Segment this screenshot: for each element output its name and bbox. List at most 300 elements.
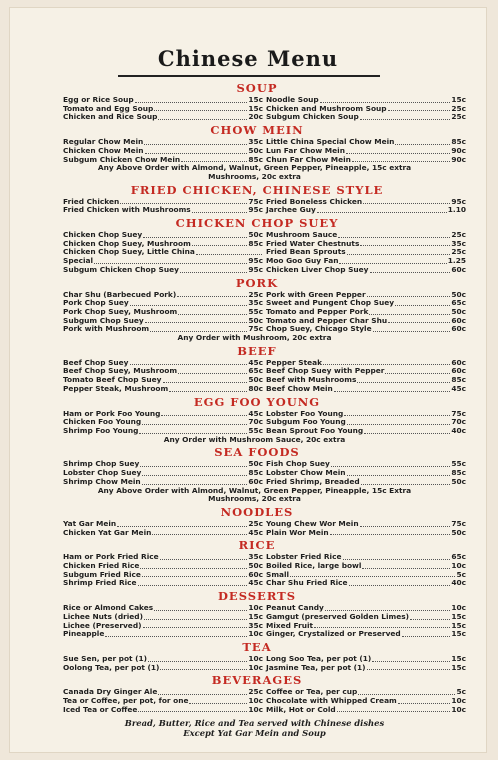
item-name: Fried Water Chestnuts <box>266 238 360 248</box>
dot-leader <box>181 156 247 163</box>
item-price: 10c <box>248 603 263 613</box>
dot-leader <box>144 613 247 620</box>
dot-leader <box>372 655 450 662</box>
item-price: 50c <box>248 459 263 469</box>
dot-leader <box>398 697 451 704</box>
item-name: Chun Far Chow Mein <box>266 154 351 164</box>
dot-leader <box>163 376 248 383</box>
menu-item <box>266 664 466 673</box>
dot-leader <box>346 147 450 154</box>
dot-leader <box>105 630 247 637</box>
item-price: 95c <box>248 205 263 215</box>
item-price: 60c <box>248 569 263 579</box>
menu-footer <box>63 718 486 738</box>
item-price: 80c <box>248 383 263 393</box>
item-price: 55c <box>248 306 263 316</box>
item-name: Subgum Fried Rice <box>63 569 141 579</box>
menu-column-left <box>63 553 263 588</box>
item-price: 75c <box>248 324 263 334</box>
item-price: 85c <box>248 468 263 478</box>
dot-leader <box>138 706 247 713</box>
item-price: 65c <box>248 366 263 376</box>
item-name: Beef Chop Suey <box>63 357 129 367</box>
menu-section <box>63 445 486 504</box>
dot-leader <box>143 231 247 238</box>
dot-leader <box>138 579 248 586</box>
dot-leader <box>370 266 451 273</box>
item-name: Tomato and Pepper Char Shu <box>266 315 388 325</box>
item-name: Pork Chop Suey, Mushroom <box>63 306 178 316</box>
item-price: 25c <box>248 518 263 528</box>
dot-leader <box>320 96 451 103</box>
dot-leader <box>352 156 450 163</box>
item-name: Shrimp Chop Suey <box>63 459 140 469</box>
item-name: Sweet and Pungent Chop Suey <box>266 298 395 308</box>
menu-column-left <box>63 520 263 537</box>
menu-section <box>63 276 486 343</box>
menu-column-left <box>63 460 263 486</box>
menu-item <box>63 706 263 715</box>
menu-column-right <box>266 520 466 537</box>
item-name: Tea or Coffee, per pot, for one <box>63 696 189 706</box>
menu-item <box>63 248 263 257</box>
item-name: Canada Dry Ginger Ale <box>63 687 158 697</box>
menu-column-right <box>266 96 466 122</box>
menu-column-right <box>266 291 466 335</box>
section-columns <box>63 604 486 639</box>
item-price: 5c <box>456 687 466 697</box>
menu-item <box>63 579 263 588</box>
section-columns <box>63 655 486 672</box>
dot-leader <box>367 291 451 298</box>
item-price: 15c <box>451 611 466 621</box>
dot-leader <box>145 147 248 154</box>
menu-section <box>63 395 486 445</box>
menu-content <box>10 80 486 738</box>
item-name: Chicken Yat Gar Mein <box>63 527 152 537</box>
item-price: 50c <box>248 375 263 385</box>
section-columns <box>63 553 486 588</box>
item-price: 55c <box>451 459 466 469</box>
section-heading: BEVERAGES <box>211 673 303 688</box>
item-price: 95c <box>451 196 466 206</box>
item-price: 85c <box>451 137 466 147</box>
section-columns <box>63 520 486 537</box>
dot-leader <box>360 113 451 120</box>
section-heading: EGG FOO YOUNG <box>193 394 321 409</box>
item-name: Pork Chop Suey <box>63 298 129 308</box>
item-name: Chicken Chop Suey, Little China <box>63 247 195 257</box>
dot-leader <box>139 427 247 434</box>
item-price: 60c <box>451 315 466 325</box>
menu-column-left <box>63 138 263 164</box>
dot-leader <box>338 231 450 238</box>
item-name: Beef Chow Mein <box>266 383 333 393</box>
section-heading: CHOW MEIN <box>210 123 304 138</box>
menu-item <box>266 562 466 571</box>
item-price: 5c <box>456 569 466 579</box>
footer-line-2: Except Yat Gar Mein and Soup <box>183 728 326 739</box>
item-name: Fried Chicken <box>63 196 120 206</box>
item-price: 25c <box>248 289 263 299</box>
dot-leader <box>142 571 247 578</box>
dot-leader <box>142 469 247 476</box>
dot-leader <box>130 359 248 366</box>
dot-leader <box>160 664 247 671</box>
item-name: Lun Far Chow Mein <box>266 145 345 155</box>
section-note: Mushrooms, 20c extra <box>208 494 301 504</box>
item-name: Gamgut (preserved Golden Limes) <box>266 611 410 621</box>
menu-item <box>266 206 466 215</box>
item-name: Jasmine Tea, per pot (1) <box>266 662 366 672</box>
menu-item <box>266 630 466 639</box>
dot-leader <box>143 622 248 629</box>
dot-leader <box>385 367 450 374</box>
item-price: 75c <box>451 518 466 528</box>
dot-leader <box>150 325 247 332</box>
item-name: Boiled Rice, large bowl <box>266 561 362 571</box>
section-heading: PORK <box>235 275 279 290</box>
item-name: Beef with Mushrooms <box>266 375 357 385</box>
item-name: Egg or Rice Soup <box>63 95 134 104</box>
item-name: Chicken Fried Rice <box>63 561 140 571</box>
item-name: Sue Sen, per pot (1) <box>63 653 148 663</box>
section-columns <box>63 688 486 714</box>
item-name: Bean Sprout Foo Young <box>266 425 364 435</box>
menu-column-right <box>266 655 466 672</box>
item-price: 60c <box>451 366 466 376</box>
dot-leader <box>117 520 247 527</box>
item-price: 15c <box>451 662 466 672</box>
dot-leader <box>130 299 248 306</box>
item-price: 15c <box>451 629 466 639</box>
item-price: 50c <box>451 527 466 537</box>
item-price: 10c <box>451 704 466 714</box>
dot-leader <box>120 198 247 205</box>
item-name: Peanut Candy <box>266 603 324 613</box>
dot-leader <box>148 655 247 662</box>
item-price: 60c <box>451 264 466 274</box>
item-price: 75c <box>451 408 466 418</box>
item-name: Milk, Hot or Cold <box>266 704 336 714</box>
dot-leader <box>161 410 247 417</box>
item-name: Mushroom Sauce <box>266 230 338 240</box>
section-note: Any Order with Mushroom Sauce, 20c extra <box>163 434 346 444</box>
dot-leader <box>395 138 450 145</box>
item-name: Shrimp Chow Mein <box>63 476 141 486</box>
menu-section <box>63 673 486 714</box>
dot-leader <box>331 460 450 467</box>
item-name: Subgum Chicken Soup <box>266 112 359 122</box>
item-name: Young Chew Wor Mein <box>266 518 359 528</box>
dot-leader <box>180 266 247 273</box>
item-name: Ham or Pork Fried Rice <box>63 552 159 562</box>
dot-leader <box>362 562 450 569</box>
item-name: Lobster Chop Suey <box>63 468 142 478</box>
item-name: Lichee Nuts (dried) <box>63 611 143 621</box>
item-price: 90c <box>451 154 466 164</box>
item-name: Plain Wor Mein <box>266 527 329 537</box>
section-heading: DESSERTS <box>217 589 297 604</box>
menu-column-right <box>266 604 466 639</box>
dot-leader <box>344 410 450 417</box>
dot-leader <box>330 529 451 536</box>
menu-item <box>266 385 466 394</box>
footer-line-1: Bread, Butter, Rice and Tea served with Chinese dishes <box>124 718 385 729</box>
item-price: 10c <box>248 653 263 663</box>
item-price: 50c <box>248 315 263 325</box>
item-price: 70c <box>451 417 466 427</box>
dot-leader <box>196 248 262 255</box>
dot-leader <box>369 308 450 315</box>
dot-leader <box>388 317 450 324</box>
dot-leader <box>192 206 248 213</box>
dot-leader <box>360 240 450 247</box>
dot-leader <box>317 206 447 213</box>
dot-leader <box>142 478 248 485</box>
item-name: Ginger, Crystalized or Preserved <box>266 629 401 639</box>
item-price: 50c <box>248 145 263 155</box>
item-name: Fried Bean Sprouts <box>266 247 346 257</box>
item-name: Subgum Chicken Chow Mein <box>63 154 181 164</box>
dot-leader <box>152 529 247 536</box>
dot-leader <box>154 105 247 112</box>
section-columns <box>63 198 486 215</box>
item-name: Tomato and Pepper Pork <box>266 306 369 316</box>
item-price: 45c <box>248 408 263 418</box>
menu-column-left <box>63 231 263 275</box>
dot-leader <box>373 325 451 332</box>
dot-leader <box>347 469 451 476</box>
item-price: 60c <box>248 476 263 486</box>
menu-section <box>63 183 486 215</box>
item-price: 50c <box>451 476 466 486</box>
item-name: Yat Gar Mein <box>63 518 117 528</box>
item-name: Chop Suey, Chicago Style <box>266 324 372 334</box>
menu-section <box>63 538 486 588</box>
item-name: Small <box>266 569 290 579</box>
item-name: Chicken Foo Young <box>63 417 142 427</box>
item-price: 85c <box>248 238 263 248</box>
menu-title: Chinese Menu <box>157 46 339 71</box>
item-price: 20c <box>248 112 263 122</box>
item-name: Noodle Soup <box>266 95 319 104</box>
dot-leader <box>325 604 451 611</box>
item-name: Oolong Tea, per pot (1) <box>63 662 160 672</box>
section-columns <box>63 231 486 275</box>
section-heading: RICE <box>238 538 276 553</box>
item-price: 15c <box>451 620 466 630</box>
dot-leader <box>410 613 450 620</box>
menu-column-left <box>63 604 263 639</box>
dot-leader <box>178 367 247 374</box>
item-name: Subgum Foo Young <box>266 417 346 427</box>
section-columns <box>63 460 486 486</box>
section-heading: SEA FOODS <box>214 445 300 460</box>
dot-leader <box>158 113 247 120</box>
menu-column-left <box>63 410 263 436</box>
item-name: Shrimp Fried Rice <box>63 578 137 588</box>
item-name: Chocolate with Whipped Cream <box>266 696 397 706</box>
item-price: 25c <box>451 230 466 240</box>
menu-item <box>63 385 263 394</box>
dot-leader <box>388 105 451 112</box>
item-name: Chicken Chop Suey, Mushroom <box>63 238 191 248</box>
item-price: 85c <box>451 375 466 385</box>
item-price: 1.10 <box>447 205 466 215</box>
item-price: 60c <box>451 357 466 367</box>
item-name: Lobster Fried Rice <box>266 552 342 562</box>
item-name: Pork with Green Pepper <box>266 289 366 299</box>
dot-leader <box>192 240 248 247</box>
dot-leader <box>358 688 455 695</box>
menu-column-right <box>266 410 466 436</box>
dot-leader <box>140 562 247 569</box>
item-price: 10c <box>248 696 263 706</box>
dot-leader <box>347 418 451 425</box>
item-price: 15c <box>451 95 466 104</box>
item-name: Mixed Fruit <box>266 620 314 630</box>
menu-section <box>63 123 486 182</box>
menu-item <box>266 266 466 275</box>
section-note: Any Above Order with Almond, Walnut, Green Pepper, Pineapple, 15c Extra <box>97 485 412 495</box>
item-name: Iced Tea or Coffee <box>63 704 138 714</box>
item-name: Lobster Chow Mein <box>266 468 346 478</box>
section-columns <box>63 291 486 335</box>
item-price: 90c <box>451 145 466 155</box>
menu-section <box>63 505 486 537</box>
menu-column-right <box>266 231 466 275</box>
menu-item <box>63 206 263 215</box>
dot-leader <box>347 248 451 255</box>
section-heading: FRIED CHICKEN, CHINESE STYLE <box>130 182 384 197</box>
dot-leader <box>145 317 248 324</box>
menu-column-right <box>266 359 466 394</box>
item-name: Chicken and Rice Soup <box>63 112 158 122</box>
item-price: 95c <box>248 256 263 266</box>
dot-leader <box>360 520 451 527</box>
dot-leader <box>177 291 247 298</box>
section-note: Mushrooms, 20c extra <box>208 171 301 181</box>
item-name: Chicken Chop Suey <box>63 230 143 240</box>
menu-sections <box>63 81 486 714</box>
item-price: 10c <box>451 561 466 571</box>
item-price: 45c <box>248 527 263 537</box>
menu-column-right <box>266 553 466 588</box>
dot-leader <box>154 604 247 611</box>
menu-column-left <box>63 198 263 215</box>
item-price: 15c <box>248 95 263 104</box>
item-price: 95c <box>248 264 263 274</box>
dot-leader <box>160 553 248 560</box>
menu-column-left <box>63 688 263 714</box>
item-name: Rice or Almond Cakes <box>63 603 154 613</box>
dot-leader <box>169 385 247 392</box>
item-price: 55c <box>248 425 263 435</box>
item-price: 15c <box>451 653 466 663</box>
item-name: Shrimp Foo Young <box>63 425 139 435</box>
item-price: 70c <box>248 417 263 427</box>
section-note: Any Order with Mushroom, 20c extra <box>177 333 332 343</box>
item-name: Long Soo Tea, per pot (1) <box>266 653 372 663</box>
section-columns <box>63 410 486 436</box>
section-heading: BEEF <box>237 343 277 358</box>
item-name: Fried Shrimp, Breaded <box>266 476 360 486</box>
menu-section <box>63 640 486 672</box>
title-underline <box>118 75 380 77</box>
dot-leader <box>363 198 450 205</box>
item-price: 15c <box>248 103 263 113</box>
item-price: 85c <box>451 468 466 478</box>
dot-leader <box>337 706 451 713</box>
section-heading: CHICKEN CHOP SUEY <box>175 216 339 231</box>
section-heading: SOUP <box>236 81 278 95</box>
menu-column-right <box>266 688 466 714</box>
menu-item <box>63 113 263 122</box>
dot-leader <box>189 697 247 704</box>
dot-leader <box>94 257 247 264</box>
item-price: 10c <box>248 704 263 714</box>
dot-leader <box>339 257 446 264</box>
menu-section <box>63 344 486 394</box>
menu-column-left <box>63 291 263 335</box>
menu-section <box>63 216 486 275</box>
item-price: 50c <box>248 561 263 571</box>
dot-leader <box>361 478 451 485</box>
item-name: Moo Goo Guy Fan <box>266 256 339 266</box>
menu-column-right <box>266 198 466 215</box>
menu-column-left <box>63 96 263 122</box>
dot-leader <box>395 299 450 306</box>
item-price: 65c <box>451 298 466 308</box>
menu-item <box>266 113 466 122</box>
item-price: 35c <box>248 620 263 630</box>
section-heading: TEA <box>242 639 272 654</box>
item-name: Fried Boneless Chicken <box>266 196 363 206</box>
item-name: Beef Chop Suey, Mushroom <box>63 366 178 376</box>
dot-leader <box>290 571 455 578</box>
menu-column-left <box>63 655 263 672</box>
item-price: 15c <box>248 611 263 621</box>
item-name: Lichee (Preserved) <box>63 620 142 630</box>
item-name: Chicken Chow Mein <box>63 145 144 155</box>
menu-column-right <box>266 460 466 486</box>
item-name: Coffee or Tea, per cup <box>266 687 358 697</box>
section-note: Any Above Order with Almond, Walnut, Green Pepper, Pineapple, 15c extra <box>97 163 412 173</box>
item-name: Tomato and Egg Soup <box>63 103 154 113</box>
item-price: 65c <box>451 552 466 562</box>
item-name: Chicken Liver Chop Suey <box>266 264 369 274</box>
item-price: 10c <box>451 603 466 613</box>
section-heading: NOODLES <box>220 504 294 519</box>
item-price: 35c <box>248 552 263 562</box>
item-price: 10c <box>451 696 466 706</box>
section-columns <box>63 96 486 122</box>
item-name: Fish Chop Suey <box>266 459 330 469</box>
item-price: 35c <box>248 298 263 308</box>
dot-leader <box>314 622 450 629</box>
dot-leader <box>178 308 247 315</box>
dot-leader <box>357 376 450 383</box>
item-price: 60c <box>451 324 466 334</box>
item-price: 1.25 <box>447 256 466 266</box>
item-name: Pineapple <box>63 629 105 639</box>
item-name: Pepper Steak <box>266 357 323 367</box>
item-price: 25c <box>451 103 466 113</box>
dot-leader <box>140 460 247 467</box>
item-price: 50c <box>451 289 466 299</box>
item-price: 25c <box>451 247 466 257</box>
